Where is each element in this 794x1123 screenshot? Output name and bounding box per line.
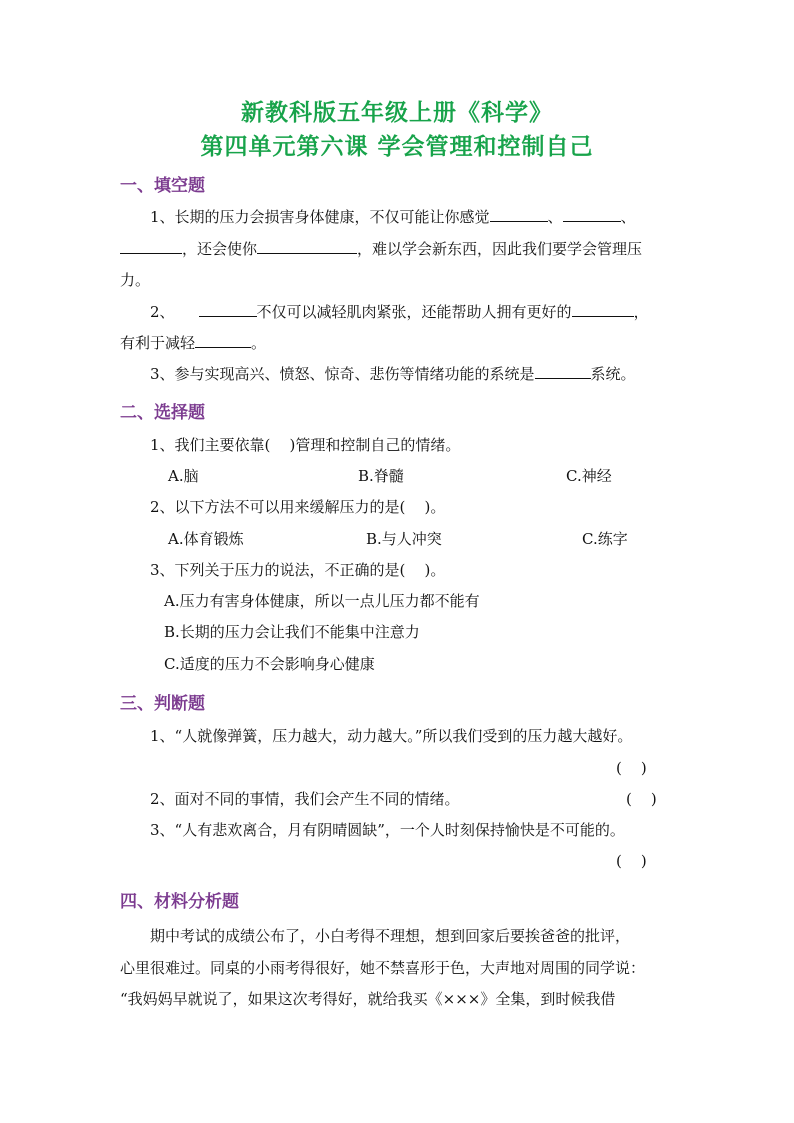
analysis-paragraph-line2: 心里很难过。同桌的小雨考得很好，她不禁喜形于色，大声地对周围的同学说： <box>120 959 646 977</box>
choice-q3-stem: 3、下列关于压力的说法，不正确的是( )。 <box>150 561 446 579</box>
choice-q2-option-b[interactable]: B.与人冲突 <box>366 530 442 548</box>
choice-q1-stem: 1、我们主要依靠( )管理和控制自己的情绪。 <box>150 436 461 454</box>
judge-q2-text: 2、面对不同的事情，我们会产生不同的情绪。 <box>150 790 460 808</box>
fill-q2-text-a: 不仅可以减轻肌肉紧张，还能帮助人拥有更好的 <box>256 303 572 321</box>
section-heading-judge: 三、判断题 <box>120 694 205 714</box>
fill-q2-text-d: 。 <box>251 334 267 352</box>
fill-q3-text-a: 3、参与实现高兴、愤怒、惊奇、悲伤等情绪功能的系统是 <box>150 365 535 383</box>
fill-q1-line2 <box>120 238 642 259</box>
choice-q1-option-a[interactable]: A.脑 <box>168 467 199 485</box>
section-heading-analysis: 四、材料分析题 <box>120 892 239 912</box>
title-line-1: 新教科版五年级上册《科学》 <box>241 100 553 126</box>
fill-q2-blank-2[interactable] <box>572 301 634 317</box>
choice-q2-stem: 2、以下方法不可以用来缓解压力的是( )。 <box>150 498 446 516</box>
choice-q3-option-c[interactable]: C.适度的压力不会影响身心健康 <box>164 655 375 673</box>
fill-q1-sep-2: 、 <box>620 208 636 226</box>
fill-q1-text-a: 1、长期的压力会损害身体健康，不仅可能让你感觉 <box>150 208 490 226</box>
judge-q3-text: 3、“人有悲欢离合，月有阴晴圆缺”，一个人时刻保持愉快是不可能的。 <box>150 821 625 839</box>
fill-q1-blank-3[interactable] <box>120 238 182 254</box>
judge-q1-answer-paren[interactable]: ( ) <box>616 759 647 777</box>
section-heading-fill: 一、填空题 <box>120 176 205 196</box>
section-heading-choice: 二、选择题 <box>120 403 205 423</box>
title-line-2: 第四单元第六课 学会管理和控制自己 <box>200 134 594 160</box>
fill-q1-text-c: ，难以学会新东西，因此我们要学会管理压 <box>357 240 643 258</box>
fill-q2-line2 <box>120 332 266 353</box>
fill-q2-blank-3[interactable] <box>195 332 251 348</box>
choice-q1-option-b[interactable]: B.脊髓 <box>358 467 404 485</box>
fill-q1-text-b: ，还会使你 <box>182 240 258 258</box>
judge-q2-answer-paren[interactable]: ( ) <box>626 790 657 808</box>
fill-q2-num: 2、 <box>150 303 175 321</box>
fill-q1-sep-1: 、 <box>547 208 563 226</box>
fill-q1-blank-2[interactable] <box>563 206 621 222</box>
analysis-paragraph-line1: 期中考试的成绩公布了，小白考得不理想，想到回家后要挨爸爸的批评， <box>150 927 631 945</box>
judge-q3-answer-paren[interactable]: ( ) <box>616 852 647 870</box>
fill-q1-line1 <box>150 206 636 227</box>
judge-q1-text: 1、“人就像弹簧，压力越大，动力越大。”所以我们受到的压力越大越好。 <box>150 727 633 745</box>
fill-q1-line3: 力。 <box>120 271 151 289</box>
fill-q1-blank-1[interactable] <box>490 206 548 222</box>
fill-q2-text-b: ， <box>633 303 649 321</box>
fill-q1-blank-4[interactable] <box>257 238 357 254</box>
choice-q3-option-b[interactable]: B.长期的压力会让我们不能集中注意力 <box>164 623 420 641</box>
fill-q2-line1 <box>150 301 649 322</box>
choice-q2-option-a[interactable]: A.体育锻炼 <box>168 530 244 548</box>
fill-q3-text-b: 系统。 <box>590 365 636 383</box>
analysis-paragraph-line3: “我妈妈早就说了，如果这次考得好，就给我买《×××》全集，到时候我借 <box>120 990 616 1008</box>
choice-q1-option-c[interactable]: C.神经 <box>566 467 612 485</box>
fill-q2-blank-1[interactable] <box>199 301 257 317</box>
choice-q3-option-a[interactable]: A.压力有害身体健康，所以一点儿压力都不能有 <box>164 592 480 610</box>
choice-q2-option-c[interactable]: C.练字 <box>582 530 628 548</box>
fill-q3-line <box>150 363 636 384</box>
fill-q2-text-c: 有利于减轻 <box>120 334 196 352</box>
fill-q3-blank[interactable] <box>535 363 591 379</box>
